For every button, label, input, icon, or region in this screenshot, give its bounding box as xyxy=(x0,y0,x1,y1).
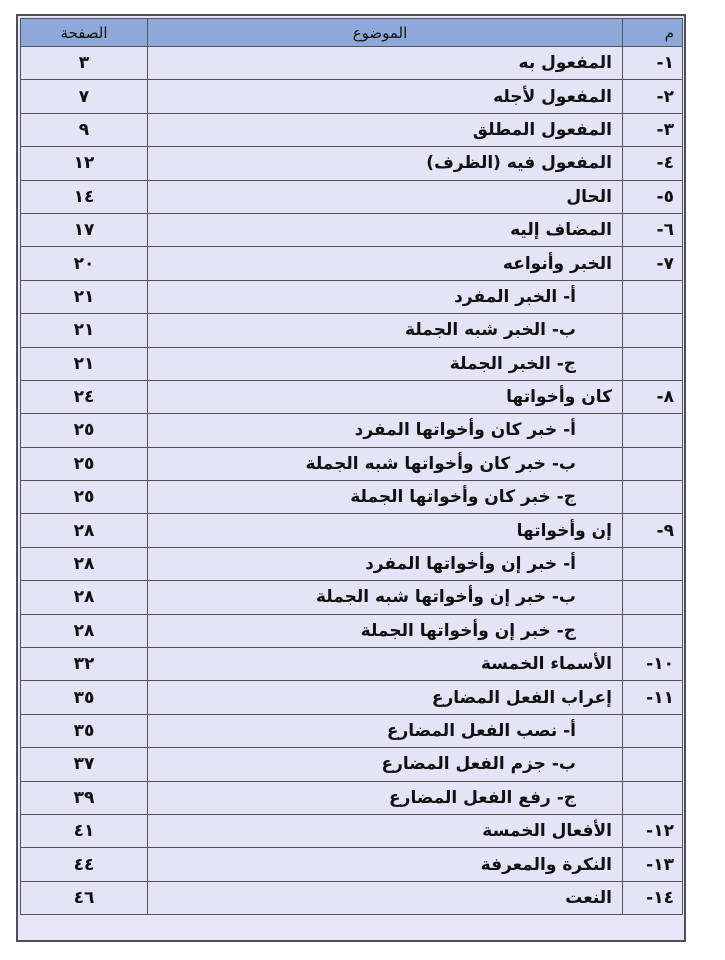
table-row xyxy=(21,47,683,80)
row-number: ١٣- xyxy=(623,848,683,881)
row-page: ٣ xyxy=(21,47,148,80)
row-page: ٢٨ xyxy=(21,614,148,647)
row-topic: ب- جزم الفعل المضارع xyxy=(148,748,623,781)
table-row xyxy=(21,280,683,313)
table-row xyxy=(21,80,683,113)
row-topic: أ- نصب الفعل المضارع xyxy=(148,714,623,747)
row-topic: ب- خبر كان وأخواتها شبه الجملة xyxy=(148,447,623,480)
row-page: ٣٧ xyxy=(21,748,148,781)
row-page: ٩ xyxy=(21,113,148,146)
table-row xyxy=(21,714,683,747)
row-page: ١٢ xyxy=(21,147,148,180)
table-row xyxy=(21,547,683,580)
row-number: ١٤- xyxy=(623,881,683,914)
table-row xyxy=(21,781,683,814)
row-topic: النعت xyxy=(148,881,623,914)
header-topic: الموضوع xyxy=(148,19,623,47)
row-number: ١١- xyxy=(623,681,683,714)
row-page: ٢٤ xyxy=(21,380,148,413)
row-page: ٢١ xyxy=(21,314,148,347)
table-row xyxy=(21,447,683,480)
row-topic: أ- الخبر المفرد xyxy=(148,280,623,313)
row-page: ٤١ xyxy=(21,814,148,847)
row-number: ٢- xyxy=(623,80,683,113)
row-page: ٧ xyxy=(21,80,148,113)
table-row xyxy=(21,113,683,146)
row-topic: كان وأخواتها xyxy=(148,380,623,413)
row-topic: ج- الخبر الجملة xyxy=(148,347,623,380)
row-page: ٣٥ xyxy=(21,714,148,747)
row-topic: ب- خبر إن وأخواتها شبه الجملة xyxy=(148,581,623,614)
row-topic: ج- خبر كان وأخواتها الجملة xyxy=(148,481,623,514)
row-topic: ب- الخبر شبه الجملة xyxy=(148,314,623,347)
row-page: ٢١ xyxy=(21,280,148,313)
row-number: ٥- xyxy=(623,180,683,213)
row-page: ٢٥ xyxy=(21,447,148,480)
table-row xyxy=(21,881,683,914)
row-page: ٢١ xyxy=(21,347,148,380)
table-row xyxy=(21,347,683,380)
row-number xyxy=(623,280,683,313)
table-row xyxy=(21,614,683,647)
header-num: م xyxy=(623,19,683,47)
row-number xyxy=(623,714,683,747)
row-page: ٢٨ xyxy=(21,514,148,547)
row-number xyxy=(623,314,683,347)
row-number: ٤- xyxy=(623,147,683,180)
table-row xyxy=(21,814,683,847)
row-topic: المفعول به xyxy=(148,47,623,80)
row-topic: الأسماء الخمسة xyxy=(148,648,623,681)
row-number xyxy=(623,547,683,580)
row-page: ٣٩ xyxy=(21,781,148,814)
row-topic: إعراب الفعل المضارع xyxy=(148,681,623,714)
row-number xyxy=(623,781,683,814)
row-topic: المفعول المطلق xyxy=(148,113,623,146)
row-page: ٤٤ xyxy=(21,848,148,881)
row-number: ٩- xyxy=(623,514,683,547)
table-row xyxy=(21,147,683,180)
row-page: ٤٦ xyxy=(21,881,148,914)
table-row xyxy=(21,247,683,280)
row-number: ١٢- xyxy=(623,814,683,847)
row-topic: النكرة والمعرفة xyxy=(148,848,623,881)
row-page: ١٧ xyxy=(21,213,148,246)
table-row xyxy=(21,581,683,614)
table-row xyxy=(21,213,683,246)
row-topic: الحال xyxy=(148,180,623,213)
row-page: ٣٢ xyxy=(21,648,148,681)
row-topic: الخبر وأنواعه xyxy=(148,247,623,280)
row-number: ٨- xyxy=(623,380,683,413)
row-page: ٢٥ xyxy=(21,414,148,447)
row-topic: أ- خبر إن وأخواتها المفرد xyxy=(148,547,623,580)
row-topic: ج- رفع الفعل المضارع xyxy=(148,781,623,814)
table-row xyxy=(21,848,683,881)
row-page: ٢٨ xyxy=(21,547,148,580)
table-row xyxy=(21,514,683,547)
row-topic: إن وأخواتها xyxy=(148,514,623,547)
row-topic: المفعول لأجله xyxy=(148,80,623,113)
header-page: الصفحة xyxy=(21,19,148,47)
contents-table xyxy=(20,18,683,915)
row-number xyxy=(623,614,683,647)
row-topic: ج- خبر إن وأخواتها الجملة xyxy=(148,614,623,647)
row-page: ٢٨ xyxy=(21,581,148,614)
table-row xyxy=(21,314,683,347)
table-row xyxy=(21,414,683,447)
row-topic: أ- خبر كان وأخواتها المفرد xyxy=(148,414,623,447)
row-page: ١٤ xyxy=(21,180,148,213)
row-page: ٢٠ xyxy=(21,247,148,280)
row-number: ٧- xyxy=(623,247,683,280)
row-number xyxy=(623,447,683,480)
row-number xyxy=(623,748,683,781)
table-row xyxy=(21,648,683,681)
row-page: ٣٥ xyxy=(21,681,148,714)
row-number xyxy=(623,347,683,380)
row-number: ٦- xyxy=(623,213,683,246)
table-body xyxy=(21,47,683,915)
table-row xyxy=(21,380,683,413)
header-row xyxy=(21,19,683,47)
row-number xyxy=(623,414,683,447)
row-topic: الأفعال الخمسة xyxy=(148,814,623,847)
row-page: ٢٥ xyxy=(21,481,148,514)
row-topic: المفعول فيه (الظرف) xyxy=(148,147,623,180)
row-number xyxy=(623,481,683,514)
table-row xyxy=(21,681,683,714)
table-row xyxy=(21,748,683,781)
table-row xyxy=(21,481,683,514)
table-row xyxy=(21,180,683,213)
row-topic: المضاف إليه xyxy=(148,213,623,246)
row-number xyxy=(623,581,683,614)
row-number: ١- xyxy=(623,47,683,80)
row-number: ١٠- xyxy=(623,648,683,681)
row-number: ٣- xyxy=(623,113,683,146)
